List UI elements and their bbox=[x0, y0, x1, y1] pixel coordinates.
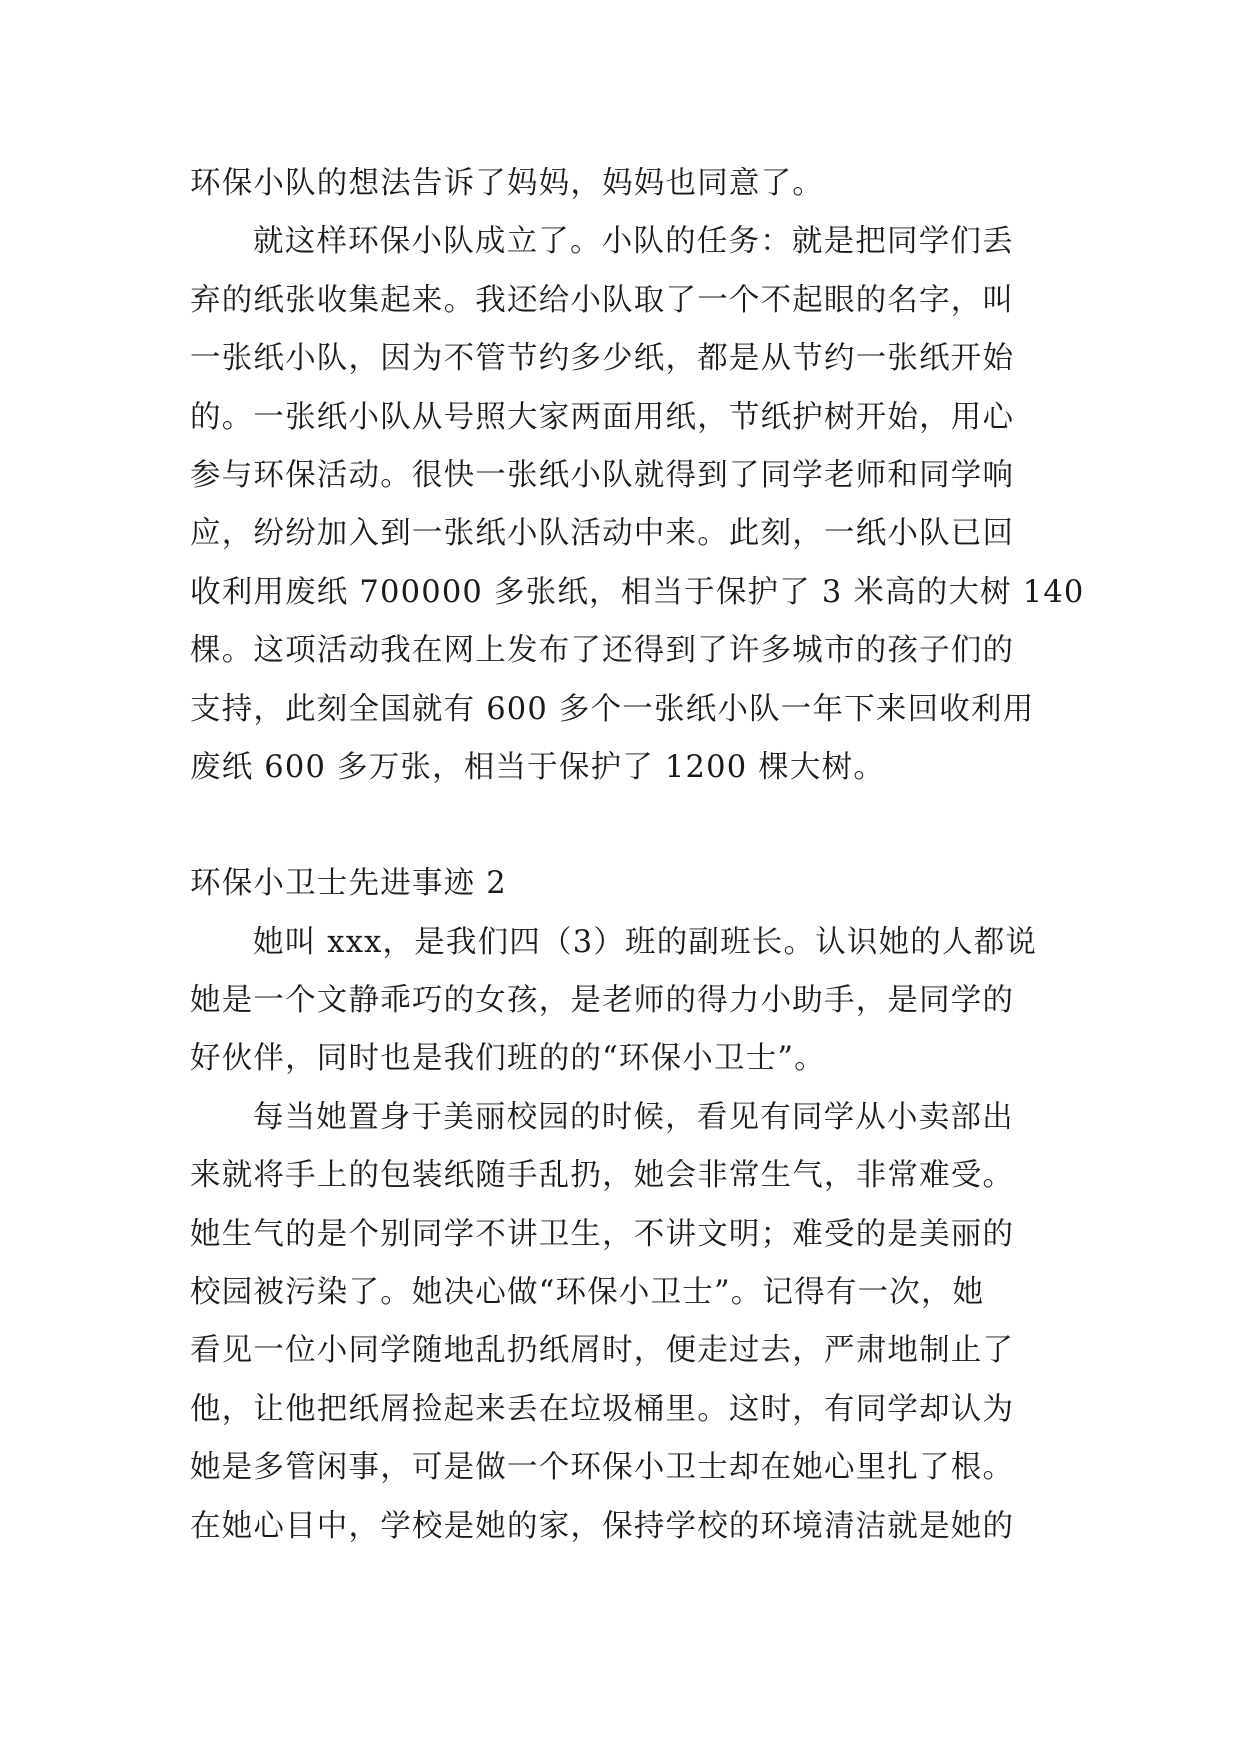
paragraph-line: 弃的纸张收集起来。我还给小队取了一个不起眼的名字，叫 bbox=[190, 282, 1015, 318]
paragraph-line: 她生气的是个别同学不讲卫生，不讲文明；难受的是美丽的 bbox=[190, 1216, 1015, 1252]
paragraph-line: 他，让他把纸屑捡起来丢在垃圾桶里。这时，有同学却认为 bbox=[190, 1391, 1015, 1427]
paragraph-line: 一张纸小队，因为不管节约多少纸，都是从节约一张纸开始 bbox=[190, 341, 1015, 377]
paragraph-line: 就这样环保小队成立了。小队的任务：就是把同学们丢 bbox=[253, 224, 1014, 260]
paragraph-line: 在她心目中，学校是她的家，保持学校的环境清洁就是她的 bbox=[190, 1508, 1015, 1544]
paragraph-line: 她叫 xxx，是我们四（3）班的副班长。认识她的人都说 bbox=[253, 924, 1038, 960]
paragraph-line: 好伙伴，同时也是我们班的的“环保小卫士”。 bbox=[190, 1041, 826, 1077]
paragraph-line: 支持，此刻全国就有 600 多个一张纸小队一年下来回收利用 bbox=[190, 691, 1035, 727]
paragraph-line: 收利用废纸 700000 多张纸，相当于保护了 3 米高的大树 140 bbox=[190, 574, 1085, 610]
paragraph-line: 来就将手上的包装纸随手乱扔，她会非常生气，非常难受。 bbox=[190, 1158, 1015, 1194]
paragraph-line: 参与环保活动。很快一张纸小队就得到了同学老师和同学响 bbox=[190, 457, 1015, 493]
paragraph-line: 棵。这项活动我在网上发布了还得到了许多城市的孩子们的 bbox=[190, 633, 1015, 669]
section-spacer bbox=[190, 797, 1060, 855]
paragraph-line: 应，纷纷加入到一张纸小队活动中来。此刻，一纸小队已回 bbox=[190, 516, 1015, 552]
paragraph-line: 她是多管闲事，可是做一个环保小卫士却在她心里扎了根。 bbox=[190, 1450, 1015, 1486]
paragraph-line: 校园被污染了。她决心做“环保小卫士”。记得有一次，她 bbox=[190, 1275, 985, 1311]
paragraph-line: 每当她置身于美丽校园的时候，看见有同学从小卖部出 bbox=[253, 1099, 1014, 1135]
paragraph-line: 看见一位小同学随地乱扔纸屑时，便走过去，严肃地制止了 bbox=[190, 1333, 1015, 1369]
paragraph-line: 废纸 600 多万张，相当于保护了 1200 棵大树。 bbox=[190, 749, 886, 785]
document-body bbox=[190, 155, 1085, 1556]
paragraph-line: 的。一张纸小队从号照大家两面用纸，节纸护树开始，用心 bbox=[190, 399, 1015, 435]
section-heading: 环保小卫士先进事迹 2 bbox=[190, 866, 507, 902]
paragraph-line: 环保小队的想法告诉了妈妈，妈妈也同意了。 bbox=[190, 166, 824, 201]
paragraph-line: 她是一个文静乖巧的女孩，是老师的得力小助手，是同学的 bbox=[190, 983, 1015, 1019]
